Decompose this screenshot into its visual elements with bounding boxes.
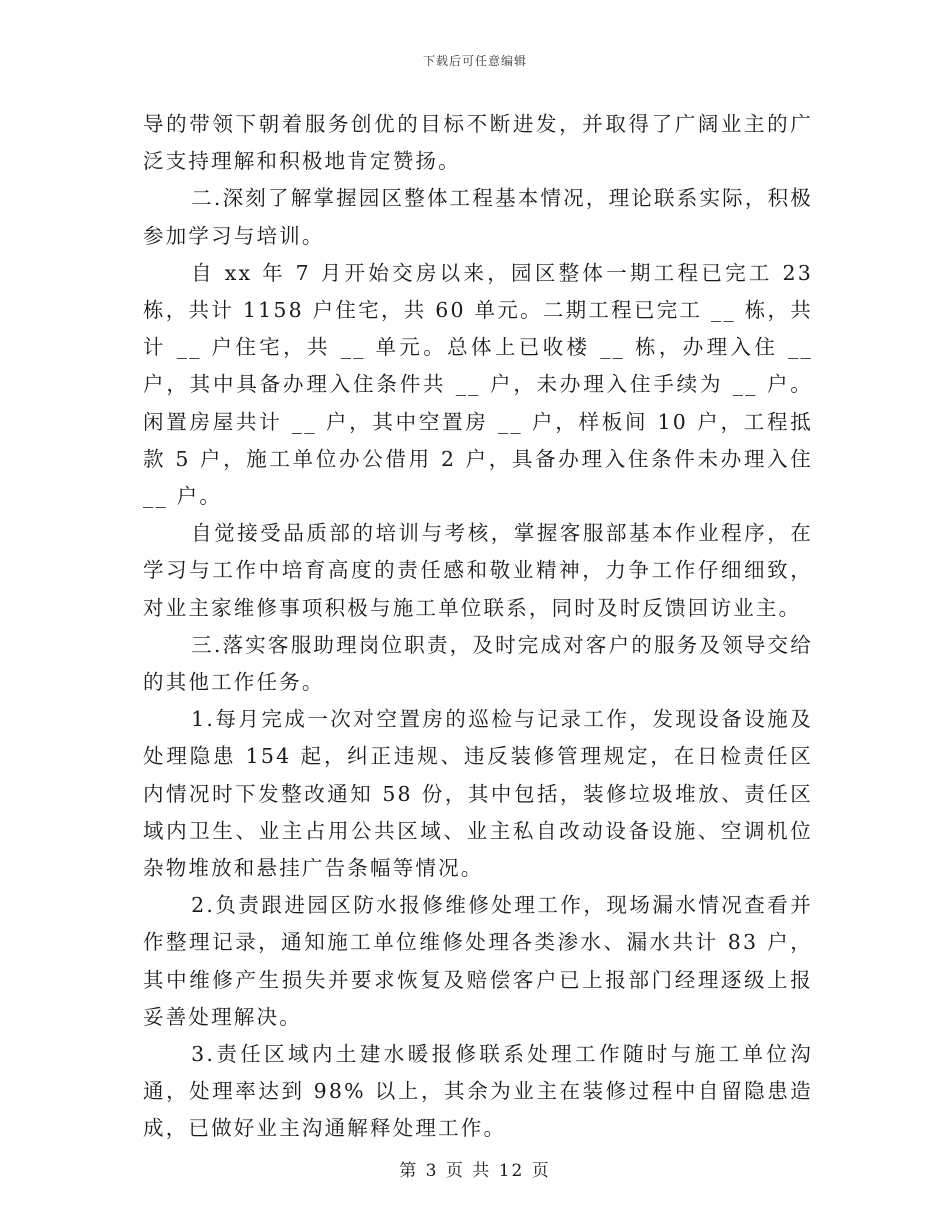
page-header: 下载后可任意编辑 — [422, 54, 527, 68]
list-item-1: 1.每月完成一次对空置房的巡检与记录工作，发现设备设施及处理隐患 154 起，纠正违规、违反装修管理规定，在日检责任区内情况时下发整改通知 58 份，其中包括，装修垃圾堆放、责任区域内卫生、业主占用公共区域、业主私自改动设备设施、空调机位杂物堆放和悬挂广告条幅等情况。 — [143, 707, 813, 881]
paragraph-housing-stats: 自 xx 年 7 月开始交房以来，园区整体一期工程已完工 23 栋，共计 1158 户住宅，共 60 单元。二期工程已完工 __ 栋，共计 __ 户住宅，共 __ 单元。总体上已收楼 __ 栋，办理入住 __ 户，其中具备办理入住条件共 __ 户，未办理入住手续为 __ 户。闲置房屋共计 __ 户，其中空置房 __ 户，样板间 10 户，工程抵款 5 户，施工单位办公借用 2 户，具备办理入住条件未办理入住 __ 户。 — [143, 260, 822, 509]
document-body — [143, 106, 822, 1148]
list-item-3: 3.责任区域内土建水暖报修联系处理工作随时与施工单位沟通，处理率达到 98% 以上，其余为业主在装修过程中自留隐患造成，已做好业主沟通解释处理工作。 — [143, 1042, 813, 1141]
section-heading-3: 三.落实客服助理岗位职责，及时完成对客户的服务及领导交给的其他工作任务。 — [143, 632, 813, 695]
paragraph-training: 自觉接受品质部的培训与考核，掌握客服部基本作业程序，在学习与工作中培育高度的责任感和敬业精神，力争工作仔细细致，对业主家维修事项积极与施工单位联系，同时及时反馈回访业主。 — [143, 521, 813, 620]
paragraph-continuation: 导的带领下朝着服务创优的目标不断进发，并取得了广阔业主的广泛支持理解和积极地肯定赞扬。 — [143, 112, 813, 174]
page-number-footer: 第 3 页 共 12 页 — [399, 1161, 551, 1181]
section-heading-2: 二.深刻了解掌握园区整体工程基本情况，理论联系实际，积极参加学习与培训。 — [143, 186, 813, 248]
list-item-2: 2.负责跟进园区防水报修维修处理工作，现场漏水情况查看并作整理记录，通知施工单位维修处理各类渗水、漏水共计 83 户，其中维修产生损失并要求恢复及赔偿客户已上报部门经理逐级上报妥善处理解决。 — [143, 893, 813, 1029]
